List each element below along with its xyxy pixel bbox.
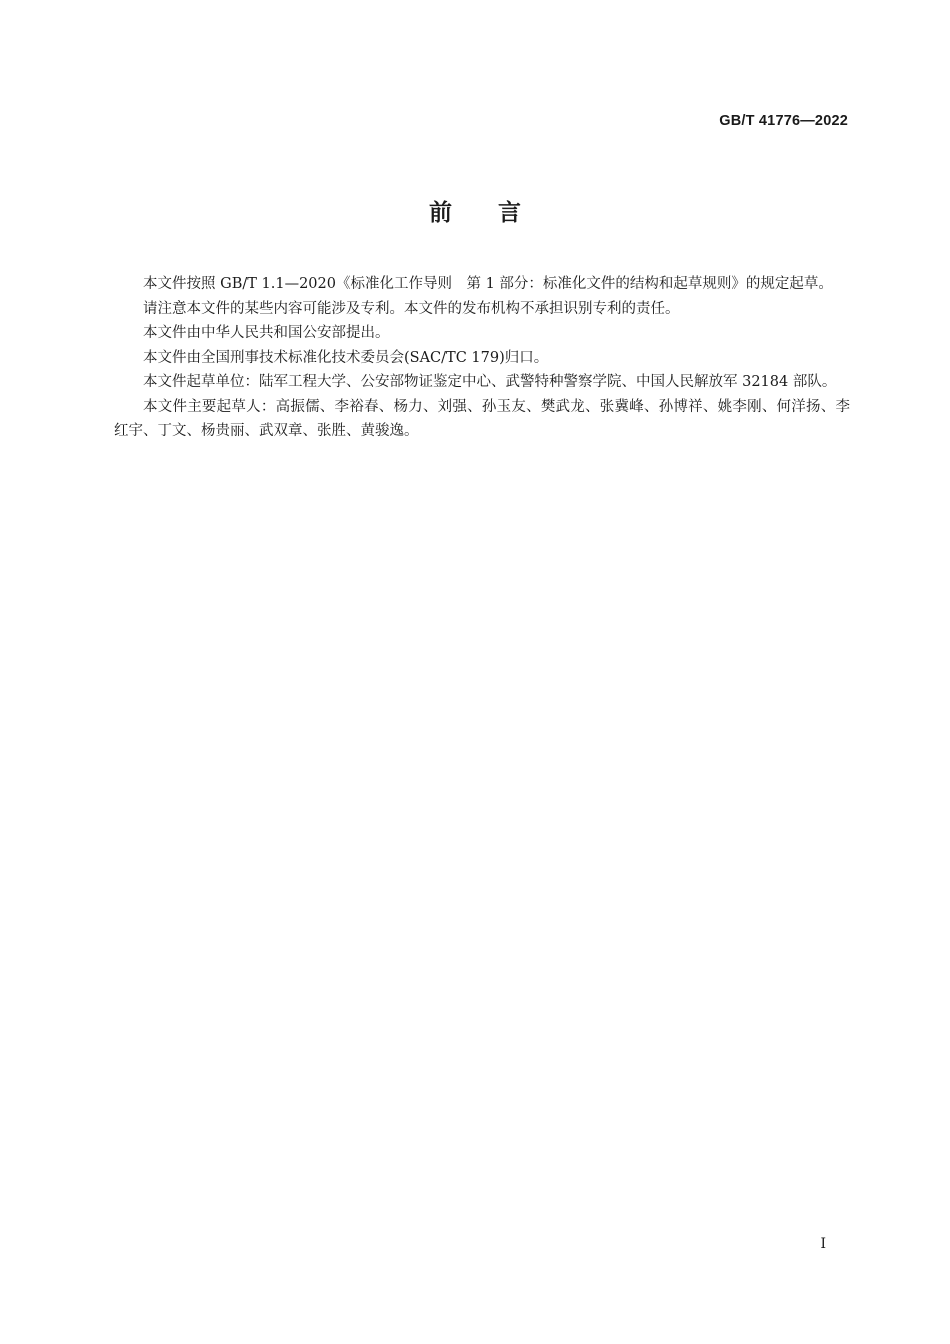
paragraph-proposer: 本文件由中华人民共和国公安部提出。 — [143, 325, 390, 341]
standard-number: GB/T 41776—2022 — [719, 113, 848, 129]
paragraph-drafting-rules: 本文件按照 GB/T 1.1—2020《标准化工作导则 第 1 部分：标准化文件的结构和起草规则》的规定起草。 — [143, 276, 833, 292]
page-title: 前言 — [429, 200, 567, 226]
paragraph-drafters: 本文件主要起草人：高振儒、李裕春、杨力、刘强、孙玉友、樊武龙、张冀峰、孙博祥、姚李刚、何洋扬、李红宇、丁文、杨贵丽、武双章、张胜、黄骏逸。 — [114, 398, 850, 439]
paragraph-patent-notice: 请注意本文件的某些内容可能涉及专利。本文件的发布机构不承担识别专利的责任。 — [143, 300, 680, 317]
paragraph-drafting-units: 本文件起草单位：陆军工程大学、公安部物证鉴定中心、武警特种警察学院、中国人民解放军 32184 部队。 — [143, 374, 837, 390]
page-number: I — [820, 1236, 826, 1252]
paragraph-centralized-unit: 本文件由全国刑事技术标准化技术委员会(SAC/TC 179)归口。 — [143, 349, 549, 366]
foreword-body — [114, 272, 850, 444]
